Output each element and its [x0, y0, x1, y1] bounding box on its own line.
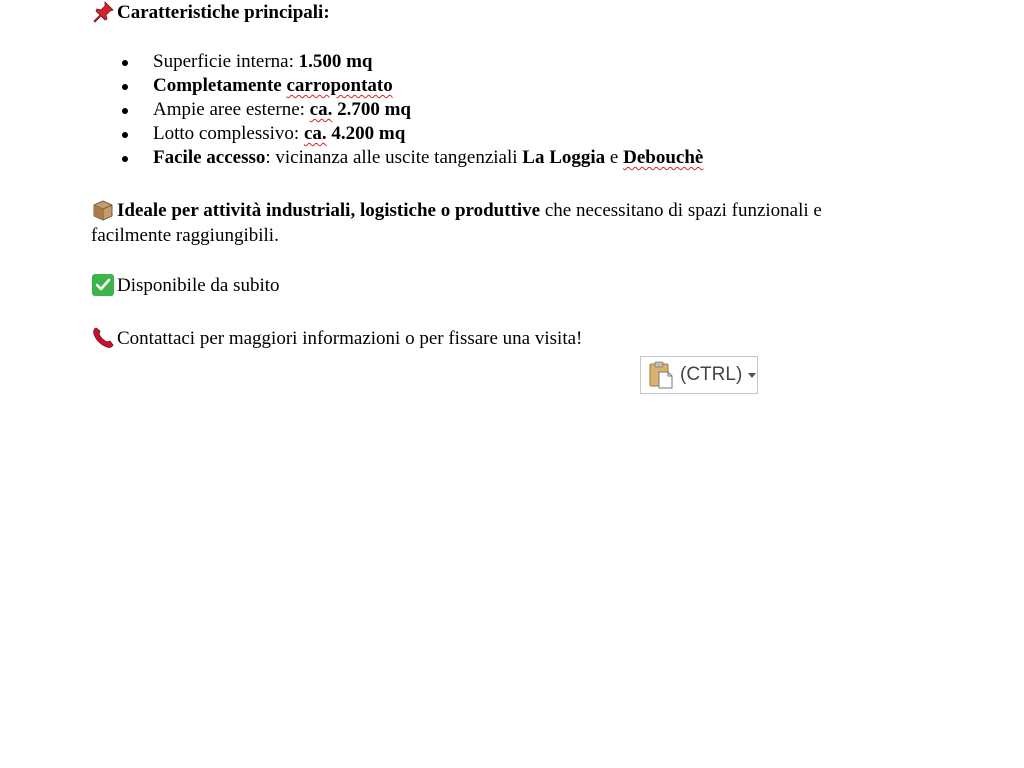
- ideal-paragraph: Ideale per attività industriali, logistiche o produttive che necessitano di spazi funzionali e facilmente raggiungibili.: [91, 200, 822, 246]
- heading-text: Caratteristiche principali:: [117, 2, 330, 23]
- paste-options-label: (CTRL): [680, 364, 743, 385]
- list-item: Ampie aree esterne: ca. 2.700 mq: [119, 98, 703, 122]
- bullet: [122, 108, 128, 114]
- bullet: [122, 60, 128, 66]
- list-item: Facile accesso: vicinanza alle uscite tangenziali La Loggia e Debouchè: [119, 146, 703, 170]
- paste-options-button[interactable]: [640, 356, 758, 394]
- bullet: [122, 132, 128, 138]
- list-item: Completamente carropontato: [119, 74, 703, 98]
- bullet: [122, 156, 128, 162]
- spellcheck-word[interactable]: ca.: [303, 123, 327, 144]
- check-mark-icon: [91, 273, 117, 298]
- spellcheck-word[interactable]: Debouchè: [623, 147, 704, 168]
- contact-paragraph: [91, 326, 582, 351]
- spellcheck-word[interactable]: carropontato: [286, 75, 393, 96]
- package-icon: [91, 198, 117, 223]
- clipboard-icon: [648, 360, 674, 390]
- contact-text: Contattaci per maggiori informazioni o per fissare una visita!: [117, 328, 583, 349]
- pushpin-icon: [91, 0, 117, 25]
- features-list: [119, 50, 703, 170]
- list-item: Lotto complessivo: ca. 4.200 mq: [119, 122, 703, 146]
- availability-text: Disponibile da subito: [117, 275, 280, 296]
- bullet: [122, 84, 128, 90]
- telephone-icon: [91, 326, 117, 351]
- heading-paragraph: [91, 0, 330, 25]
- list-item: Superficie interna: 1.500 mq: [119, 50, 703, 74]
- availability-paragraph: [91, 273, 280, 298]
- chevron-down-icon: [748, 373, 756, 378]
- spellcheck-word[interactable]: ca.: [309, 99, 333, 120]
